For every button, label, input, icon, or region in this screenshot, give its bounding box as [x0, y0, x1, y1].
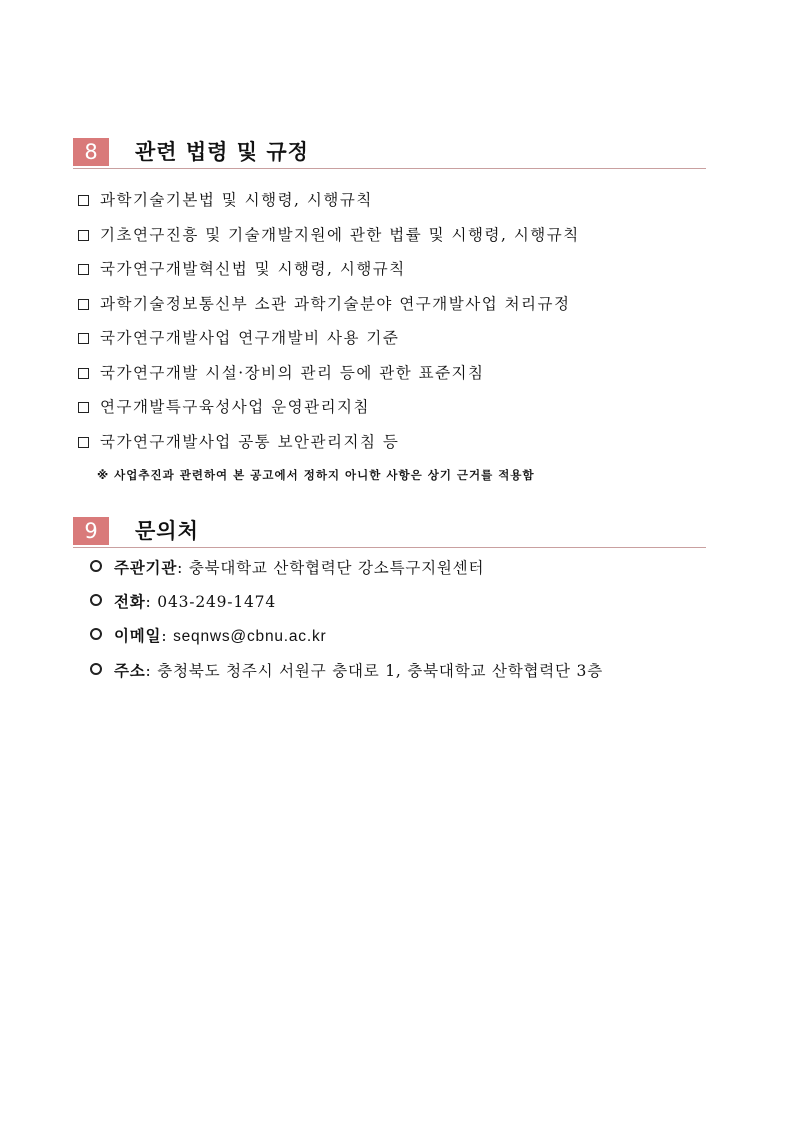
contact-separator: :	[145, 661, 158, 680]
law-item-text: 과학기술기본법 및 시행령, 시행규칙	[100, 191, 373, 209]
law-item	[78, 292, 580, 327]
contact-list	[90, 556, 603, 693]
law-item	[78, 361, 580, 396]
contact-value: 043-249-1474	[157, 593, 276, 612]
law-item-text: 기초연구진흥 및 기술개발지원에 관한 법률 및 시행령, 시행규칙	[100, 225, 580, 244]
contact-separator: :	[161, 627, 174, 646]
section-8-number: 8	[73, 138, 109, 166]
contact-label: 전화	[114, 593, 146, 612]
section-9-title: 문의처	[135, 519, 199, 543]
checkbox-icon	[78, 195, 89, 206]
section-8-header	[73, 136, 706, 169]
checkbox-icon	[78, 299, 89, 310]
circle-bullet-icon	[90, 560, 102, 572]
law-item	[78, 430, 580, 465]
contact-label: 주관기관	[114, 559, 178, 577]
law-item	[78, 188, 580, 223]
section-9-header	[73, 515, 706, 548]
checkbox-icon	[78, 402, 89, 413]
law-item	[78, 257, 580, 292]
checkbox-icon	[78, 230, 89, 241]
reference-note: ※ 사업추진과 관련하여 본 공고에서 정하지 아니한 사항은 상기 근거를 적용함	[97, 468, 535, 482]
law-item-text: 과학기술정보통신부 소관 과학기술분야 연구개발사업 처리규정	[100, 294, 571, 313]
contact-email	[90, 624, 603, 658]
email-link[interactable]: seqnws@cbnu.ac.kr	[173, 628, 327, 646]
checkbox-icon	[78, 333, 89, 344]
law-item-text: 국가연구개발사업 공통 보안관리지침 등	[100, 432, 400, 451]
contact-value: 충청북도 청주시 서원구 충대로 1, 충북대학교 산학협력단 3층	[157, 661, 603, 680]
checkbox-icon	[78, 368, 89, 379]
contact-address	[90, 659, 603, 693]
law-item	[78, 223, 580, 258]
contact-phone	[90, 590, 603, 624]
law-item-text: 국가연구개발 시설·장비의 관리 등에 관한 표준지침	[100, 363, 485, 382]
circle-bullet-icon	[90, 628, 102, 640]
law-item	[78, 395, 580, 430]
law-item	[78, 326, 580, 361]
section-8-title: 관련 법령 및 규정	[135, 140, 309, 164]
circle-bullet-icon	[90, 663, 102, 675]
contact-separator: :	[145, 593, 158, 612]
section-9-number: 9	[73, 517, 109, 545]
contact-organization	[90, 556, 603, 590]
contact-value: 충북대학교 산학협력단 강소특구지원센터	[188, 559, 485, 577]
law-item-text: 연구개발특구육성사업 운영관리지침	[100, 398, 370, 416]
circle-bullet-icon	[90, 594, 102, 606]
law-item-text: 국가연구개발사업 연구개발비 사용 기준	[100, 329, 400, 347]
contact-label: 이메일	[114, 627, 162, 646]
law-item-text: 국가연구개발혁신법 및 시행령, 시행규칙	[100, 260, 406, 278]
contact-label: 주소	[114, 661, 146, 680]
checkbox-icon	[78, 437, 89, 448]
contact-separator: :	[177, 559, 189, 577]
checkbox-icon	[78, 264, 89, 275]
law-list	[78, 188, 580, 464]
